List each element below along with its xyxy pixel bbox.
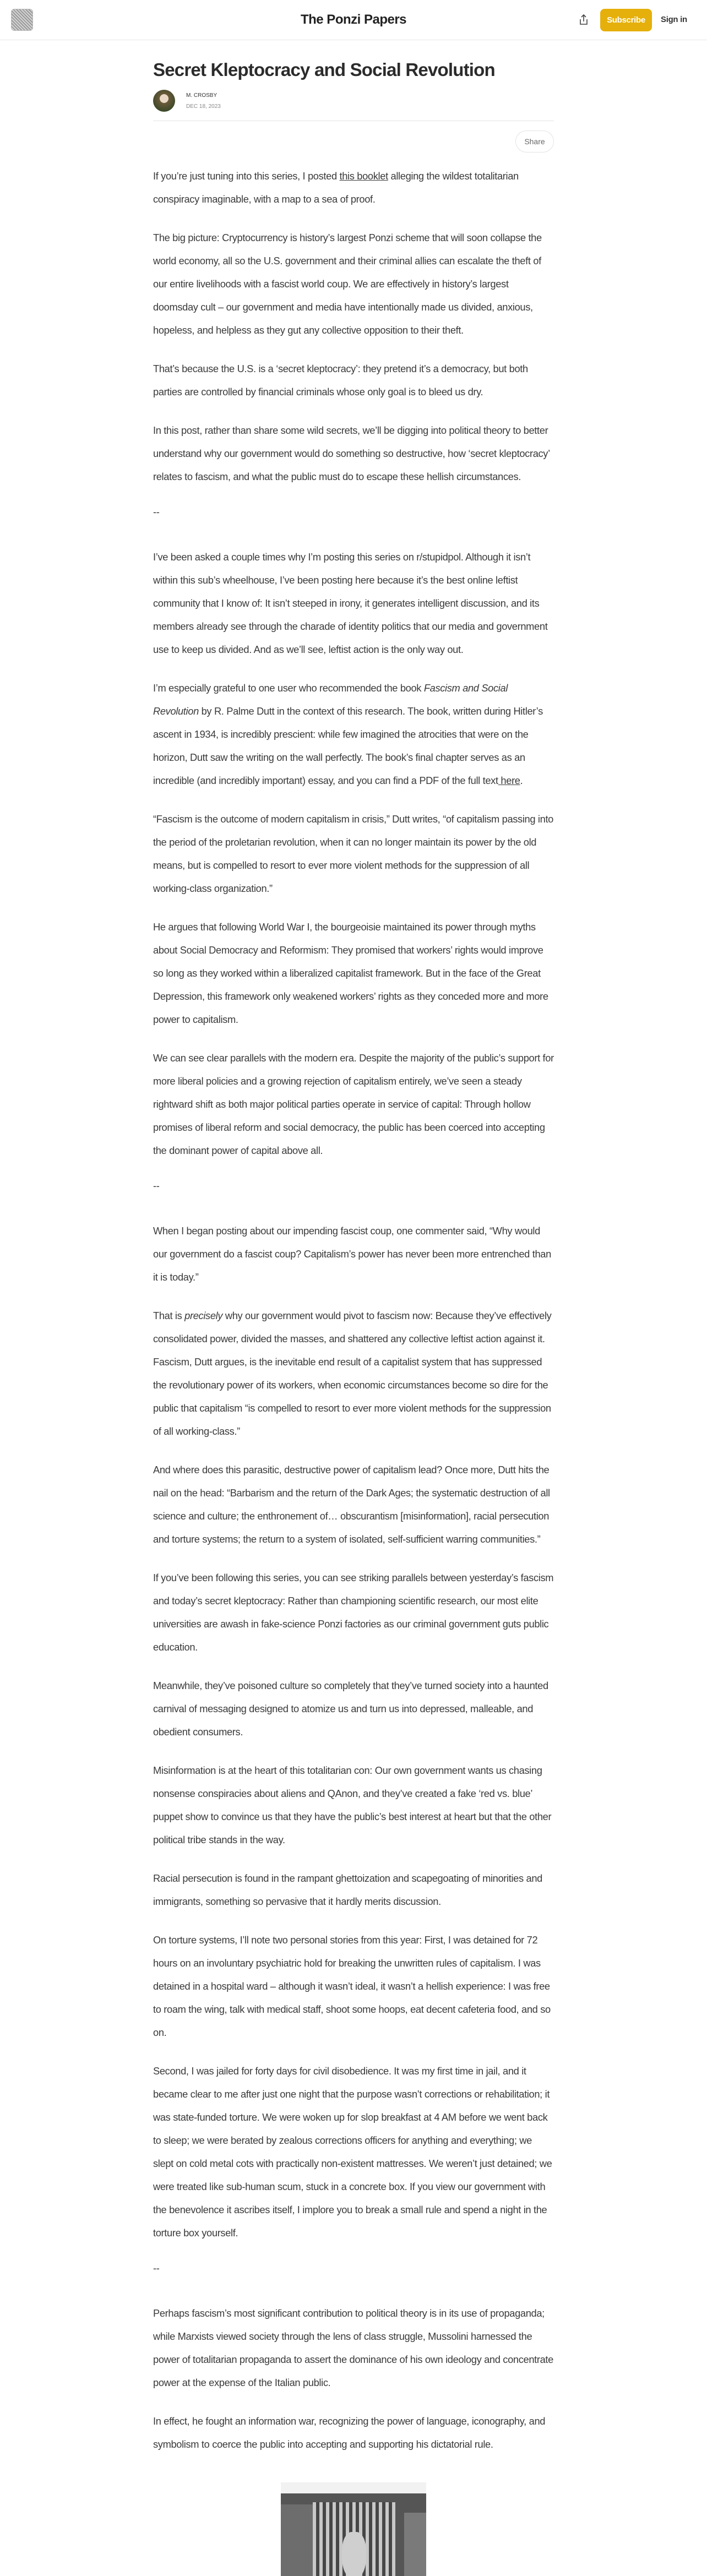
text-run: When I began posting about our impending fascist coup, one commenter said, “Why would our government do a fascist coup? Capitalism’s power has never been more entrenched than it is today.”: [153, 1225, 551, 1283]
section-separator: [153, 2257, 554, 2280]
italic-text: Fascism and Social Revolution: [153, 682, 508, 717]
paragraph: [153, 1219, 554, 1289]
paragraph: [153, 2060, 554, 2245]
paragraph: [153, 1047, 554, 1162]
post-title: Secret Kleptocracy and Social Revolution: [153, 59, 495, 80]
paragraph: [153, 2410, 554, 2456]
share-button[interactable]: Share: [515, 130, 554, 153]
text-run: I’ve been asked a couple times why I’m posting this series on r/stupidpol. Although it isn’t within this sub’s wheelhouse, I’ve been posting here because it’s the best online leftist community that I know of: It isn’t steeped in irony, it generates intelligent discussion, and its members already see through the charade of identity politics that our media and government use to keep us divided. And as we’ll see, leftist action is the only way out.: [153, 551, 548, 655]
paragraph: [153, 419, 554, 488]
author-name[interactable]: M. CROSBY: [186, 92, 217, 99]
text-run: That is: [153, 1310, 185, 1321]
paragraph: [153, 1566, 554, 1659]
paragraph: [153, 357, 554, 404]
share-icon[interactable]: [577, 13, 590, 26]
text-run: Meanwhile, they’ve poisoned culture so completely that they’ve turned society into a haunted carnival of messaging designed to atomize us and turn us into depressed, malleable, and obedient consumers.: [153, 1680, 548, 1738]
text-run: Racial persecution is found in the rampant ghettoization and scapegoating of minorities and immigrants, something so pervasive that it hardly merits discussion.: [153, 1872, 542, 1907]
text-run: That’s because the U.S. is a ‘secret kleptocracy’: they pretend it’s a democracy, but both parties are controlled by financial criminals whose only goal is to bleed us dry.: [153, 363, 528, 397]
inline-link[interactable]: this booklet: [339, 170, 388, 182]
paragraph: [153, 1458, 554, 1551]
paragraph: [153, 165, 554, 211]
paragraph: [153, 916, 554, 1031]
paragraph: [153, 677, 554, 792]
paragraph: [153, 808, 554, 900]
text-run: “Fascism is the outcome of modern capitalism in crisis,” Dutt writes, “of capitalism passing into the period of the proletarian revolution, when it can no longer maintain its power by the old means, but is compelled to resort to ever more violent methods for the suppression of all working-class organization.”: [153, 813, 553, 894]
sign-in-link[interactable]: Sign in: [661, 15, 687, 24]
text-run: I’m especially grateful to one user who recommended the book: [153, 682, 424, 694]
paragraph: [153, 226, 554, 342]
text-run: He argues that following World War I, the bourgeoisie maintained its power through myths about Social Democracy and Reformism: They promised that workers’ rights would improve so long as they worked within a liberalized capitalist framework. But in the face of the Great Depression, this framework only weakened workers’ rights as they conceded more and more power to capitalism.: [153, 921, 548, 1025]
subscribe-button[interactable]: Subscribe: [600, 9, 652, 31]
text-run: Second, I was jailed for forty days for civil disobedience. It was my first time in jail, and it became clear to me after just one night that the purpose wasn’t corrections or rehabilitation; it was state-funded torture. We were woken up for slop breakfast at 4 AM before we went back to sleep; we were berated by zealous corrections officers for anything and everything; we slept on cold metal cots with practically non-existent mattresses. We weren’t just detained; we were treated like sub-human scum, stuck in a concrete box. If you view our government with the benevolence it ascribes itself, I implore you to break a small rule and spend a night in the torture box yourself.: [153, 2065, 552, 2239]
text-run: If you’re just tuning into this series, I posted: [153, 170, 340, 182]
text-run: In effect, he fought an information war, recognizing the power of language, iconography, and symbolism to coerce the public into accepting and supporting his dictatorial rule.: [153, 2415, 546, 2450]
text-run: by R. Palme Dutt in the context of this research. The book, written during Hitler’s ascent in 1934, is incredibly prescient: while few imagined the atrocities that were on the horizon, Dutt saw the writing on the wall perfectly. The book’s final chapter serves as an incredible (and incredibly important) essay, and you can find a PDF of the full text: [153, 705, 543, 786]
text-run: --: [153, 506, 160, 518]
top-navigation-bar: [0, 0, 707, 40]
paragraph: [153, 546, 554, 661]
paragraph: [153, 2302, 554, 2394]
text-run: And where does this parasitic, destructive power of capitalism lead? Once more, Dutt hits the nail on the head: “Barbarism and the return of the Dark Ages; the systematic destruction of all science and culture; the enthronement of… obscurantism [misinformation], racial persecution and torture systems; the return to a system of isolated, self-sufficient warring communities.”: [153, 1464, 550, 1545]
post-body: [153, 165, 554, 2456]
text-run: .: [520, 775, 523, 786]
text-run: Misinformation is at the heart of this totalitarian con: Our own government wants us chasing nonsense conspiracies about aliens and QAnon, and they’ve created a fake ‘red vs. blue’ puppet show to convince us that they have the public’s best interest at heart but that the other political tribe stands in the way.: [153, 1764, 552, 1845]
text-run: why our government would pivot to fascism now: Because they’ve effectively consolidated power, divided the masses, and shattered any collective leftist action against it. Fascism, Dutt argues, is the inevitable end result of a capitalist system that has suppressed the revolutionary power of its workers, when economic circumstances become so dire for the public that capitalism “is compelled to resort to ever more violent methods for the suppression of all working-class.”: [153, 1310, 552, 1437]
text-run: The big picture: Cryptocurrency is history’s largest Ponzi scheme that will soon collapse the world economy, all so the U.S. government and their criminal allies can escalate the theft of our entire livelihoods with a fascist world coup. We are effectively in history’s largest doomsday cult – our government and media have intentionally made us divided, anxious, hopeless, and helpless as they gut any collective opposition to their theft.: [153, 232, 542, 336]
post-date: DEC 18, 2023: [186, 103, 221, 110]
text-run: Perhaps fascism’s most significant contribution to political theory is in its use of propaganda; while Marxists viewed society through the lens of class struggle, Mussolini harnessed the power of totalitarian propaganda to assert the dominance of his own ideology and concentrate power at the expense of the Italian public.: [153, 2307, 553, 2388]
text-run: --: [153, 2262, 160, 2274]
inline-link[interactable]: here: [498, 775, 520, 786]
paragraph: [153, 1674, 554, 1744]
text-run: If you’ve been following this series, you can see striking parallels between yesterday’s fascism and today’s secret kleptocracy: Rather than championing scientific research, our most elite universities are awash in fake-science Ponzi factories as our criminal government guts public education.: [153, 1572, 554, 1653]
article: [153, 40, 554, 2576]
propaganda-building-image: [281, 2482, 426, 2576]
text-run: On torture systems, I’ll note two personal stories from this year: First, I was detained for 72 hours on an involuntary psychiatric hold for breaking the unwritten rules of capitalism. I was detained in a hospital ward – although it wasn’t ideal, it wasn’t a hellish experience: I was free to roam the wing, talk with medical staff, shoot some hoops, eat decent cafeteria food, and so on.: [153, 1934, 551, 2038]
text-run: --: [153, 1180, 160, 1191]
publication-title[interactable]: The Ponzi Papers: [300, 12, 407, 27]
text-run: alleging the wildest totalitarian conspiracy imaginable, with a map to a sea of proof.: [153, 170, 519, 205]
paragraph: [153, 1759, 554, 1851]
paragraph: [153, 1304, 554, 1443]
byline: [153, 89, 554, 113]
text-run: In this post, rather than share some wild secrets, we’ll be digging into political theory to better understand why our government would do something so destructive, how ‘secret kleptocracy’ relates to fascism, and what the public must do to escape these hellish circumstances.: [153, 424, 550, 482]
paragraph: [153, 1929, 554, 2044]
italic-text: precisely: [184, 1310, 223, 1321]
section-separator: [153, 500, 554, 524]
section-separator: [153, 1174, 554, 1197]
text-run: We can see clear parallels with the modern era. Despite the majority of the public’s support for more liberal policies and a growing rejection of capitalism entirely, we’ve seen a steady rightward shift as both major political parties operate in service of capital: Through hollow promises of liberal reform and social democracy, the public has been coerced into accepting the dominant power of capital above all.: [153, 1052, 554, 1156]
paragraph: [153, 1867, 554, 1913]
author-avatar[interactable]: [153, 90, 175, 112]
